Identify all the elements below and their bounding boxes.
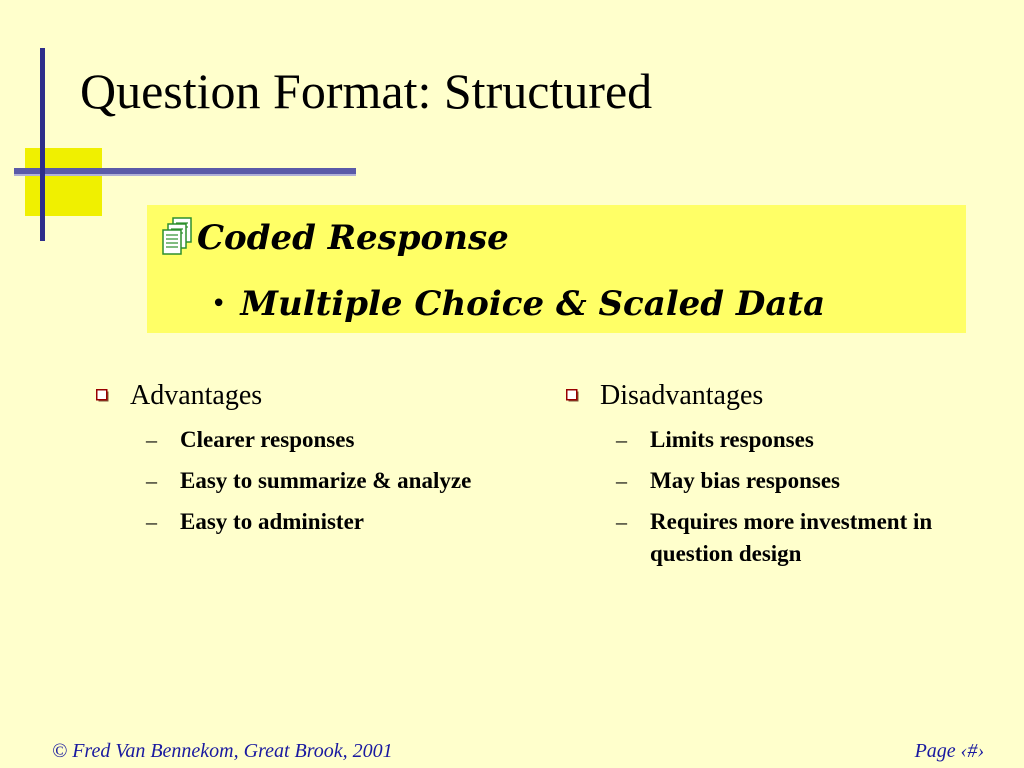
disadvantage-item-label: Limits responses [650, 427, 814, 452]
advantages-label: Advantages [130, 380, 263, 411]
callout-heading-row [159, 213, 509, 263]
bullet-dot: • [211, 289, 227, 319]
list-item [566, 506, 1016, 570]
disadvantages-label: Disadvantages [600, 380, 764, 411]
callout-heading: Coded Response [197, 218, 509, 258]
decorative-horizontal-rule-shadow [14, 174, 356, 176]
list-item [566, 424, 1016, 456]
list-item [96, 506, 546, 538]
dash-marker: – [616, 468, 627, 493]
dash-marker: – [146, 509, 157, 534]
callout-subheading-row [211, 279, 825, 329]
disadvantage-item-label: May bias responses [650, 468, 840, 493]
list-item [96, 424, 546, 456]
disadvantages-list [566, 424, 1016, 570]
list-item [96, 465, 546, 497]
decorative-vertical-rule [40, 48, 45, 241]
disadvantages-column [566, 378, 1016, 579]
advantage-item-label: Easy to summarize & analyze [180, 468, 472, 493]
disadvantages-heading-row [566, 378, 1016, 414]
footer-copyright: © Fred Van Bennekom, Great Brook, 2001 [52, 740, 393, 762]
slide-title: Question Format: Structured [80, 63, 653, 119]
decorative-yellow-square [25, 148, 102, 216]
list-item [566, 465, 1016, 497]
advantages-heading-row [96, 378, 546, 414]
dash-marker: – [616, 509, 627, 534]
dash-marker: – [146, 468, 157, 493]
dash-marker: – [146, 427, 157, 452]
advantage-item-label: Clearer responses [180, 427, 355, 452]
checkbox-bullet-icon [96, 389, 110, 403]
advantages-list [96, 424, 546, 538]
coded-response-callout [147, 205, 966, 333]
callout-subheading: Multiple Choice & Scaled Data [240, 284, 826, 324]
disadvantage-item-label: Requires more investment in question design [650, 509, 933, 566]
advantage-item-label: Easy to administer [180, 509, 364, 534]
checkbox-bullet-icon [566, 389, 580, 403]
stacked-pages-icon [159, 216, 195, 260]
dash-marker: – [616, 427, 627, 452]
advantages-column [96, 378, 546, 547]
footer-page-number: Page ‹#› [914, 740, 984, 762]
